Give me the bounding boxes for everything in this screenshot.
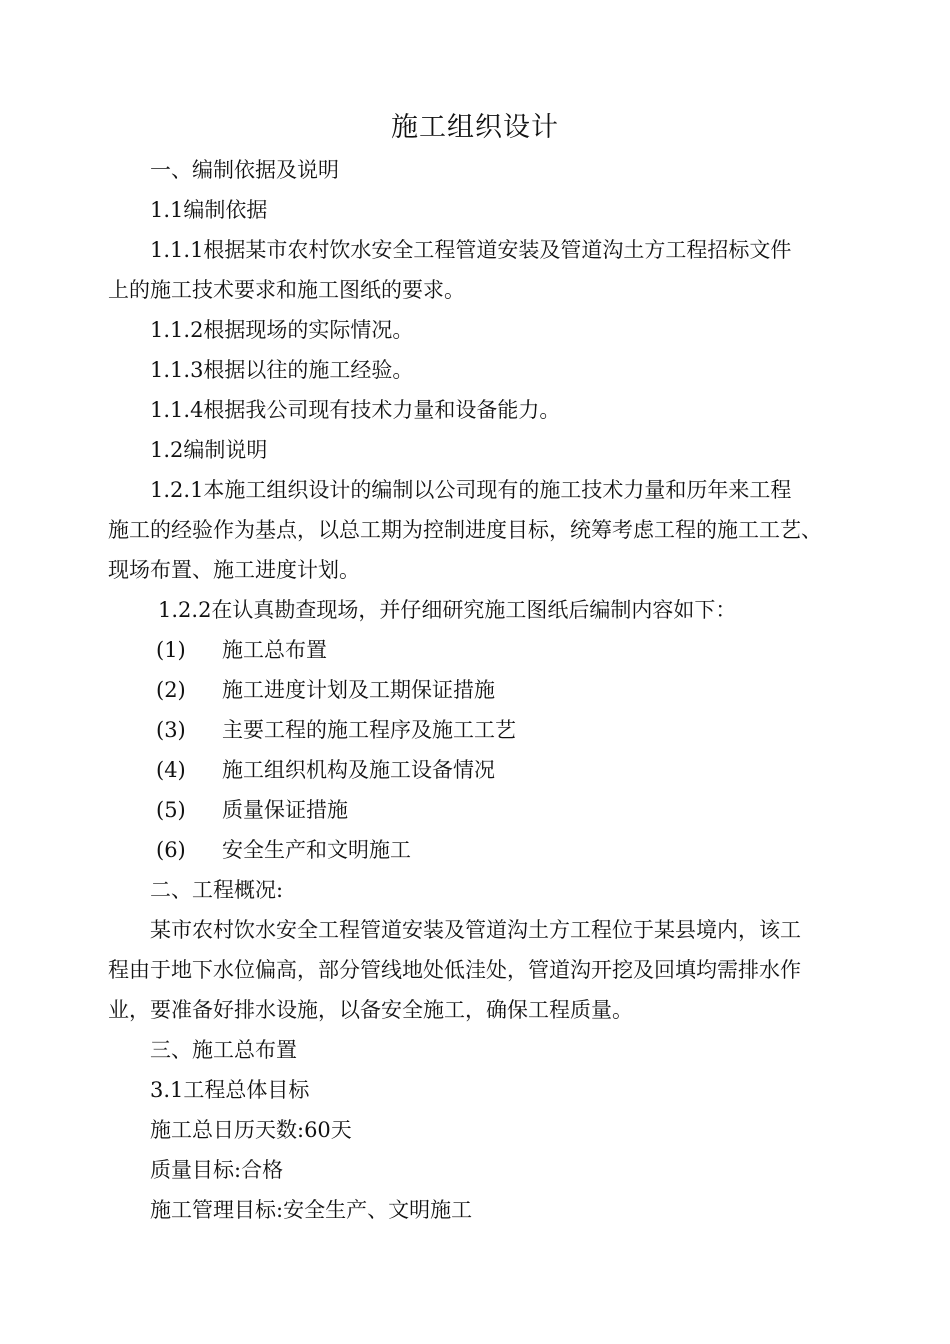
section-heading-2: 二、工程概况: [150, 878, 284, 902]
subsection-heading-1-2: 1.2编制说明 [150, 438, 268, 462]
list-item-text: 质量保证措施 [222, 798, 348, 822]
section-heading-1: 一、编制依据及说明 [150, 158, 339, 182]
paragraph-overview-cont-2: 业，要准备好排水设施，以备安全施工，确保工程质量。 [108, 998, 633, 1022]
paragraph-1-1-4: 1.1.4根据我公司现有技术力量和设备能力。 [150, 398, 561, 422]
goal-management: 施工管理目标:安全生产、文明施工 [150, 1198, 473, 1222]
paragraph-1-1-1: 1.1.1根据某市农村饮水安全工程管道安装及管道沟土方工程招标文件 [150, 238, 792, 262]
list-item-number: (4) [156, 758, 186, 782]
paragraph-1-1-3: 1.1.3根据以往的施工经验。 [150, 358, 414, 382]
list-item-number: (1) [156, 638, 186, 662]
list-item-text: 安全生产和文明施工 [222, 838, 411, 862]
paragraph-1-2-1: 1.2.1本施工组织设计的编制以公司现有的施工技术力量和历年来工程 [150, 478, 792, 502]
paragraph-1-1-1-cont: 上的施工技术要求和施工图纸的要求。 [108, 278, 465, 302]
list-item-text: 施工总布置 [222, 638, 327, 662]
goal-duration: 施工总日历天数:60天 [150, 1118, 352, 1142]
list-item-text: 施工进度计划及工期保证措施 [222, 678, 495, 702]
paragraph-1-1-2: 1.1.2根据现场的实际情况。 [150, 318, 414, 342]
paragraph-1-2-1-cont-1: 施工的经验作为基点，以总工期为控制进度目标，统筹考虑工程的施工工艺、 [108, 518, 822, 542]
document-title: 施工组织设计 [391, 112, 559, 143]
list-item-number: (3) [156, 718, 186, 742]
list-item-number: (6) [156, 838, 186, 862]
list-item-number: (2) [156, 678, 186, 702]
list-item-text: 主要工程的施工程序及施工工艺 [222, 718, 516, 742]
paragraph-1-2-1-cont-2: 现场布置、施工进度计划。 [108, 558, 360, 582]
list-item-number: (5) [156, 798, 186, 822]
goal-quality: 质量目标:合格 [150, 1158, 284, 1182]
list-item-text: 施工组织机构及施工设备情况 [222, 758, 495, 782]
subsection-heading-1-1: 1.1编制依据 [150, 198, 268, 222]
paragraph-overview: 某市农村饮水安全工程管道安装及管道沟土方工程位于某县境内，该工 [150, 918, 801, 942]
paragraph-overview-cont-1: 程由于地下水位偏高，部分管线地处低洼处，管道沟开挖及回填均需排水作 [108, 958, 801, 982]
subsection-heading-3-1: 3.1工程总体目标 [150, 1078, 310, 1102]
section-heading-3: 三、施工总布置 [150, 1038, 297, 1062]
paragraph-1-2-2: 1.2.2在认真勘查现场，并仔细研究施工图纸后编制内容如下： [158, 598, 737, 622]
